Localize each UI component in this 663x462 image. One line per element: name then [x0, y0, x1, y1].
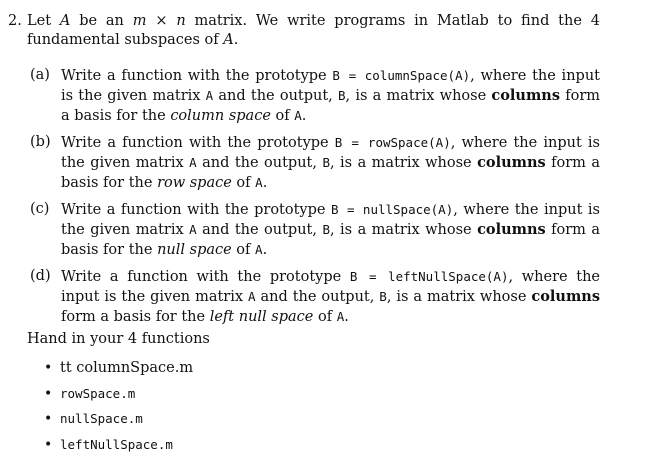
problem-2: [8, 12, 600, 334]
list-item: [44, 437, 193, 462]
matrix-A-code: A: [294, 108, 302, 123]
emphasis-columns: columns: [531, 288, 600, 305]
matrix-B-code: B: [322, 222, 330, 237]
math-n: n: [176, 13, 185, 29]
subparts-list: [30, 66, 600, 327]
bullet-icon: •: [44, 386, 60, 402]
space-name: null space: [157, 242, 232, 258]
emphasis-columns: columns: [477, 221, 546, 238]
problem-text: Let A be an m × n matrix. We write programs in Matlab to find the 4 fundamental subspaces of A.: [27, 12, 600, 50]
filename-code: nullSpace.m: [60, 411, 143, 426]
hand-in-instruction: Hand in your 4 functions: [27, 330, 210, 349]
part-c: [30, 200, 600, 260]
prototype-code: B = rowSpace(A): [335, 135, 451, 150]
matrix-A-code: A: [189, 222, 197, 237]
bullet-icon: •: [44, 411, 60, 427]
emphasis-columns: columns: [491, 87, 560, 104]
matrix-A-code: A: [206, 88, 214, 103]
part-text: Write a function with the prototype B = rowSpace(A), where the input is the given matrix A and the output, B, is a matrix whose columns form a basis for the row space of A.: [61, 133, 600, 193]
matrix-A-code: A: [248, 289, 256, 304]
part-label: (a): [30, 66, 61, 126]
part-a: [30, 66, 600, 126]
matrix-B-code: B: [338, 88, 346, 103]
part-label: (c): [30, 200, 61, 260]
matrix-B-code: B: [322, 155, 330, 170]
part-text: Write a function with the prototype B = columnSpace(A), where the input is the given matrix A and the output, B, is a matrix whose columns form a basis for the column space of A.: [61, 66, 600, 126]
prototype-code: B = nullSpace(A): [331, 202, 453, 217]
matrix-A-code: A: [337, 309, 345, 324]
math-m: m: [133, 13, 147, 29]
part-label: (b): [30, 133, 61, 193]
prototype-code: B = leftNullSpace(A): [350, 269, 509, 284]
list-item: [44, 411, 193, 437]
emphasis-columns: columns: [477, 154, 546, 171]
matrix-A-code: A: [255, 242, 263, 257]
math-A: A: [60, 13, 70, 29]
list-item: [44, 360, 193, 386]
filename-code: rowSpace.m: [60, 386, 135, 401]
bullet-icon: •: [44, 437, 60, 453]
math-A: A: [223, 32, 233, 48]
problem-number: 2.: [8, 12, 27, 50]
space-name: column space: [170, 108, 271, 124]
part-d: [30, 267, 600, 327]
space-name: left null space: [210, 309, 314, 325]
space-name: row space: [157, 175, 232, 191]
part-b: [30, 133, 600, 193]
bullet-icon: •: [44, 360, 60, 376]
filename-text: tt columnSpace.m: [60, 360, 193, 376]
list-item: [44, 386, 193, 412]
part-label: (d): [30, 267, 61, 327]
matrix-B-code: B: [379, 289, 387, 304]
filename-code: leftNullSpace.m: [60, 437, 173, 452]
matrix-A-code: A: [189, 155, 197, 170]
problem-statement: [8, 12, 600, 50]
part-text: Write a function with the prototype B = nullSpace(A), where the input is the given matrix A and the output, B, is a matrix whose columns form a basis for the null space of A.: [61, 200, 600, 260]
matrix-A-code: A: [255, 175, 263, 190]
part-text: Write a function with the prototype B = leftNullSpace(A), where the input is the given matrix A and the output, B, is a matrix whose columns form a basis for the left null space of A.: [61, 267, 600, 327]
prototype-code: B = columnSpace(A): [332, 68, 470, 83]
deliverables-list: [44, 360, 193, 462]
